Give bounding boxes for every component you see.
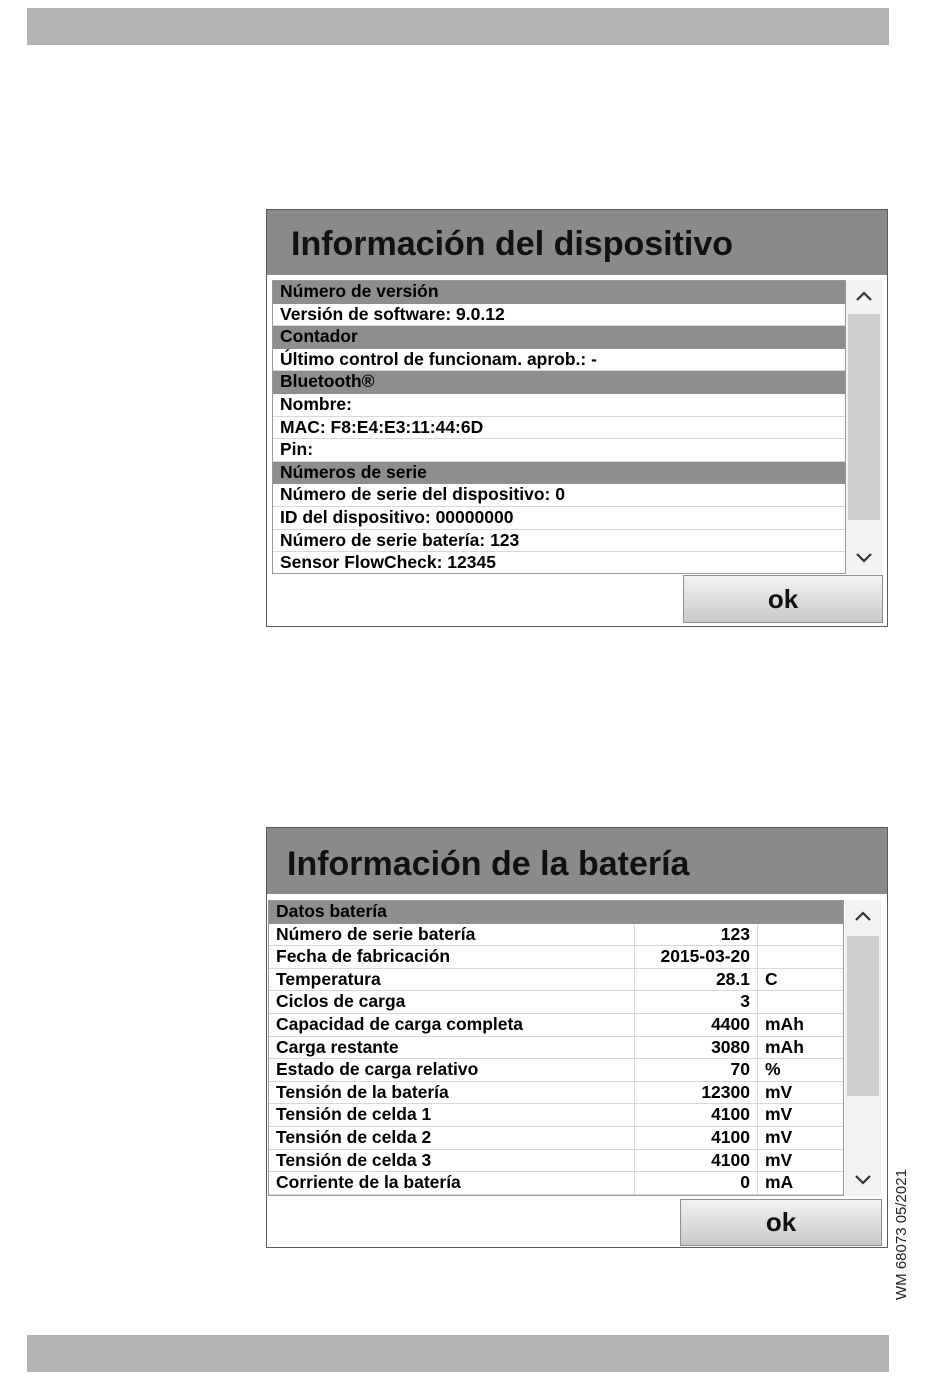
table-row — [269, 991, 843, 1014]
table-row — [269, 946, 843, 969]
row-unit: mA — [765, 1172, 794, 1193]
table-row — [269, 1082, 843, 1105]
row-value: 4100 — [635, 1127, 758, 1149]
row-value: 70 — [635, 1059, 758, 1081]
row-unit — [758, 924, 838, 946]
list-section-header: Números de serie — [273, 462, 845, 485]
table-row — [269, 924, 843, 947]
table-row — [269, 1014, 843, 1037]
row-label: Ciclos de carga — [269, 991, 635, 1013]
row-unit: mAh — [765, 1036, 804, 1057]
chevron-up-icon[interactable] — [846, 280, 882, 312]
row-label: Capacidad de carga completa — [269, 1014, 635, 1036]
scrollbar[interactable] — [846, 280, 882, 574]
list-item: MAC: F8:E4:E3:11:44:6D — [273, 417, 845, 440]
scrollbar-thumb[interactable] — [848, 314, 880, 520]
row-unit: mV — [765, 1126, 793, 1147]
table-row — [269, 1172, 843, 1195]
device-info-dialog — [266, 209, 888, 627]
row-unit: mV — [765, 1104, 793, 1125]
row-unit — [758, 991, 838, 1013]
row-label: Tensión de la batería — [269, 1082, 635, 1104]
row-value: 3080 — [635, 1037, 758, 1059]
row-unit: mV — [765, 1149, 793, 1170]
device-info-list[interactable] — [272, 280, 846, 574]
row-unit: mAh — [765, 1013, 804, 1034]
row-unit: % — [765, 1059, 781, 1080]
list-item: Número de serie del dispositivo: 0 — [273, 484, 845, 507]
list-section-header: Número de versión — [273, 281, 845, 304]
battery-info-table[interactable] — [268, 900, 844, 1196]
table-row — [269, 1104, 843, 1127]
row-value: 4400 — [635, 1014, 758, 1036]
row-value: 2015-03-20 — [635, 946, 758, 968]
table-row — [269, 1150, 843, 1173]
list-item: Pin: — [273, 439, 845, 462]
scrollbar[interactable] — [845, 900, 881, 1196]
table-row — [269, 1127, 843, 1150]
row-value: 4100 — [635, 1150, 758, 1172]
table-row — [269, 969, 843, 992]
row-label: Temperatura — [269, 969, 635, 991]
row-label: Fecha de fabricación — [269, 946, 635, 968]
table-row — [269, 1059, 843, 1082]
list-item: Sensor FlowCheck: 12345 — [273, 552, 845, 574]
table-section-header: Datos batería — [269, 901, 843, 924]
row-value: 28.1 — [635, 969, 758, 991]
row-label: Número de serie batería — [269, 924, 635, 946]
chevron-down-icon[interactable] — [846, 542, 882, 574]
row-label: Tensión de celda 2 — [269, 1127, 635, 1149]
row-value: 0 — [635, 1172, 758, 1194]
row-label: Estado de carga relativo — [269, 1059, 635, 1081]
row-label: Tensión de celda 3 — [269, 1150, 635, 1172]
list-item: Último control de funcionam. aprob.: - — [273, 349, 845, 372]
scrollbar-thumb[interactable] — [847, 936, 879, 1096]
row-value: 3 — [635, 991, 758, 1013]
battery-info-dialog — [266, 827, 888, 1248]
list-section-header: Bluetooth® — [273, 371, 845, 394]
row-label: Corriente de la batería — [269, 1172, 635, 1194]
row-value: 123 — [635, 924, 758, 946]
row-label: Carga restante — [269, 1037, 635, 1059]
list-item: Número de serie batería: 123 — [273, 530, 845, 553]
row-value: 12300 — [635, 1082, 758, 1104]
list-item: Versión de software: 9.0.12 — [273, 304, 845, 327]
row-unit — [758, 946, 838, 968]
dialog-title: Información del dispositivo — [267, 210, 887, 275]
page-header-bar — [27, 8, 889, 45]
list-item: Nombre: — [273, 394, 845, 417]
row-unit: mV — [765, 1081, 793, 1102]
chevron-down-icon[interactable] — [845, 1164, 881, 1196]
ok-button[interactable]: ok — [680, 1199, 882, 1246]
list-section-header: Contador — [273, 326, 845, 349]
dialog-title: Información de la batería — [267, 828, 887, 894]
page-footer-bar — [27, 1335, 889, 1372]
row-label: Tensión de celda 1 — [269, 1104, 635, 1126]
chevron-up-icon[interactable] — [845, 900, 881, 932]
row-value: 4100 — [635, 1104, 758, 1126]
ok-button[interactable]: ok — [683, 575, 883, 623]
list-item: ID del dispositivo: 00000000 — [273, 507, 845, 530]
row-unit: C — [765, 968, 778, 989]
table-row — [269, 1037, 843, 1060]
document-code: WM 68073 05/2021 — [893, 1169, 910, 1300]
